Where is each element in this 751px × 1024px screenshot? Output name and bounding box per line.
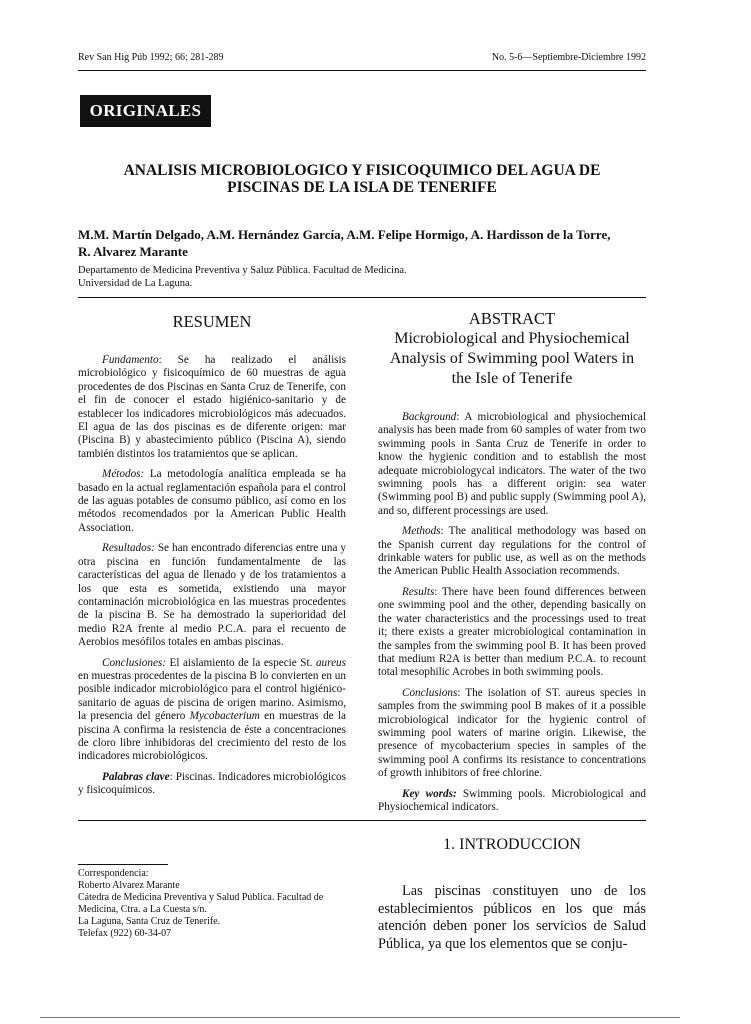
introduccion-text: Las piscinas constituyen uno de los establecimientos públicos en los que más atención deben poner los servicios de Salud Pública, ya que los elementos que se conju- [378,883,646,952]
para-text: en muestras de la piscina A confirma la resistencia de éste a concentraciones de cloro libre inhibidoras del crecimiento del resto de los indicadores microbiológicos. [78,710,346,763]
para-italic: Mycobacterium [189,710,260,723]
correspondence [78,868,346,940]
abstract-conclusions [378,687,646,781]
para-text: : Se ha realizado el análisis microbiológico y fisicoquímico de 60 muestras de agua procedentes de dos Piscinas en Santa Cruz de Tenerife, con el fin de conocer el estado higiénico-sanitario y de establecer los indicadores microbiológicos más adecuados. El agua de las dos piscinas es de diferente origen: mar (Piscina B) y abastecimiento público (Piscina A), siendo también distintos los tratamientos que se aplican. [78,354,346,460]
para-text: : The analitical methodology was based on the Spanish current day regulations for the control of drinkable waters for public use, as well as on the methods the American Public Health Association recommends. [378,525,646,578]
para-label: Conclusions [402,686,458,699]
title-line: ANALISIS MICROBIOLOGICO Y FISICOQUIMICO DEL AGUA DE [123,162,601,179]
header-rule [78,70,646,71]
para-text: Se han encontrado diferencias entre una y otra piscina en función fundamentalmente de las características del agua de llenado y de los tratamientos a los que esta es sometida, existiendo una mayor contaminación microbiológica en las muestras procedentes de la piscina B. Se ha demostrado la superioridad del medio R2A frente al medio P.C.A. para el recuento de Aerobios mesófilos totales en ambas piscinas. [78,542,346,649]
correspondence-line: Telefax (922) 60-34-07 [78,928,172,939]
para-italic: aureus [315,656,346,669]
affiliation [78,265,478,290]
para-label: Methods [402,525,441,538]
page-bottom-rule [40,1017,680,1018]
abstract-results [378,586,646,680]
resumen-column [78,312,346,805]
abstract-heading: ABSTRACT [468,309,556,328]
abstract-title [378,329,646,389]
para-label: Resultados: [102,542,155,555]
affiliation-line: Universidad de La Laguna. [78,277,193,289]
para-text: en muestras procedentes de la piscina B lo convierten en un posible indicador microbiológico para el control higiénico-sanitario de aguas de piscina de origen marino. Asimismo, la presencia del género [78,669,346,723]
correspondence-line: Correspondencia: [78,868,149,879]
affiliation-line: Departamento de Medicina Preventiva y Saluz Pública. Facultad de Medicina. [78,265,407,276]
journal-citation: Rev San Hig Púb 1992; 66: 281-289 [78,52,224,63]
resumen-metodos [78,468,346,535]
abstract-title-line: Microbiological and Physiochemical [394,330,630,347]
footnote-rule [78,864,168,865]
authors-line: M.M. Martín Delgado, A.M. Hernández García, A.M. Felipe Hormigo, A. Hardisson de la Torre, [78,227,611,242]
para-text: Swimming pools. Microbiological and Physiochemical indicators. [378,787,646,813]
issue-date: No. 5-6—Septiembre-Diciembre 1992 [491,52,646,63]
para-label: Key words: [402,787,457,800]
resumen-heading: RESUMEN [172,312,252,331]
para-text: : The isolation of ST. aureus species in samples from the swimming pool B makes of it a possible microbiological indicator for the hygienic control of swimming pool waters of marine origin. Likewise, the presence of mycobacterium species in samples of the swimming pool A confirms its resistance to concentrations of growth inhibitors of free chlorine. [378,686,646,780]
abstract-background [378,411,646,518]
resumen-palabras-clave [78,771,346,798]
correspondence-line: La Laguna, Santa Cruz de Tenerife. [78,916,221,927]
correspondence-line: Roberto Alvarez Marante [78,880,180,891]
title-line: PISCINAS DE LA ISLA DE TENERIFE [227,179,497,196]
para-text: La metodología analítica empleada se ha basado en la actual reglamentación española para el control de las aguas potables de consumo público, así como en los métodos recomendados por la American Public Health Association. [78,468,346,534]
para-text: : Piscinas. Indicadores microbiológicos y fisicoquímicos. [78,770,347,797]
resumen-fundamento [78,354,346,461]
para-text: El aislamiento de la especie St. [166,656,316,669]
abstract-bottom-rule [78,820,646,821]
introduccion-heading: 1. INTRODUCCION [443,836,581,853]
resumen-resultados [78,542,346,649]
para-label: Fundamento [102,354,159,366]
para-label: Conclusiones: [102,656,167,669]
abstract-title-line: the Isle of Tenerife [451,370,573,387]
introduccion-section [378,835,646,953]
abstract-top-rule [78,297,646,298]
para-label: Palabras clave [102,770,170,783]
abstract-key-words [378,788,646,815]
section-tag: ORIGINALES [80,95,211,127]
abstract-methods [378,525,646,579]
article-title [78,162,646,196]
abstract-column [378,309,646,821]
abstract-title-line: Analysis of Swimming pool Waters in [389,350,635,367]
para-label: Results [402,585,435,598]
authors-line: R. Alvarez Marante [78,244,188,259]
resumen-conclusiones [78,657,346,764]
para-text: : A microbiological and physiochemical analysis has been made from 60 samples of water from two swimming pools in Santa Cruz de Tenerife in order to know the hygienic condition and to establish the most adequate microbiologycal indicators. The water of the two swimning pools has a different origin: sea water (Swimming pool B) and public supply (Swimming pool A), and so, different processings are used. [378,411,646,517]
correspondence-line: Medicina, Ctra. a La Cuesta s/n. [78,904,207,915]
para-label: Background [402,411,457,423]
para-label: Métodos: [102,468,145,481]
correspondence-line: Cátedra de Medicina Preventiva y Salud Pública. Facultad de [78,892,324,903]
para-text: : There have been found differences between one swimming pool and the other, depending basically on the water characteristics and the processings used to treat it; there exists a greater microbiological contamination in the samples from the swimming pool B. It has been proved that medium R2A is better than medium P.C.A. to recount total mesophilic Acrobes in both swimming pools. [378,585,646,679]
authors [78,226,646,260]
